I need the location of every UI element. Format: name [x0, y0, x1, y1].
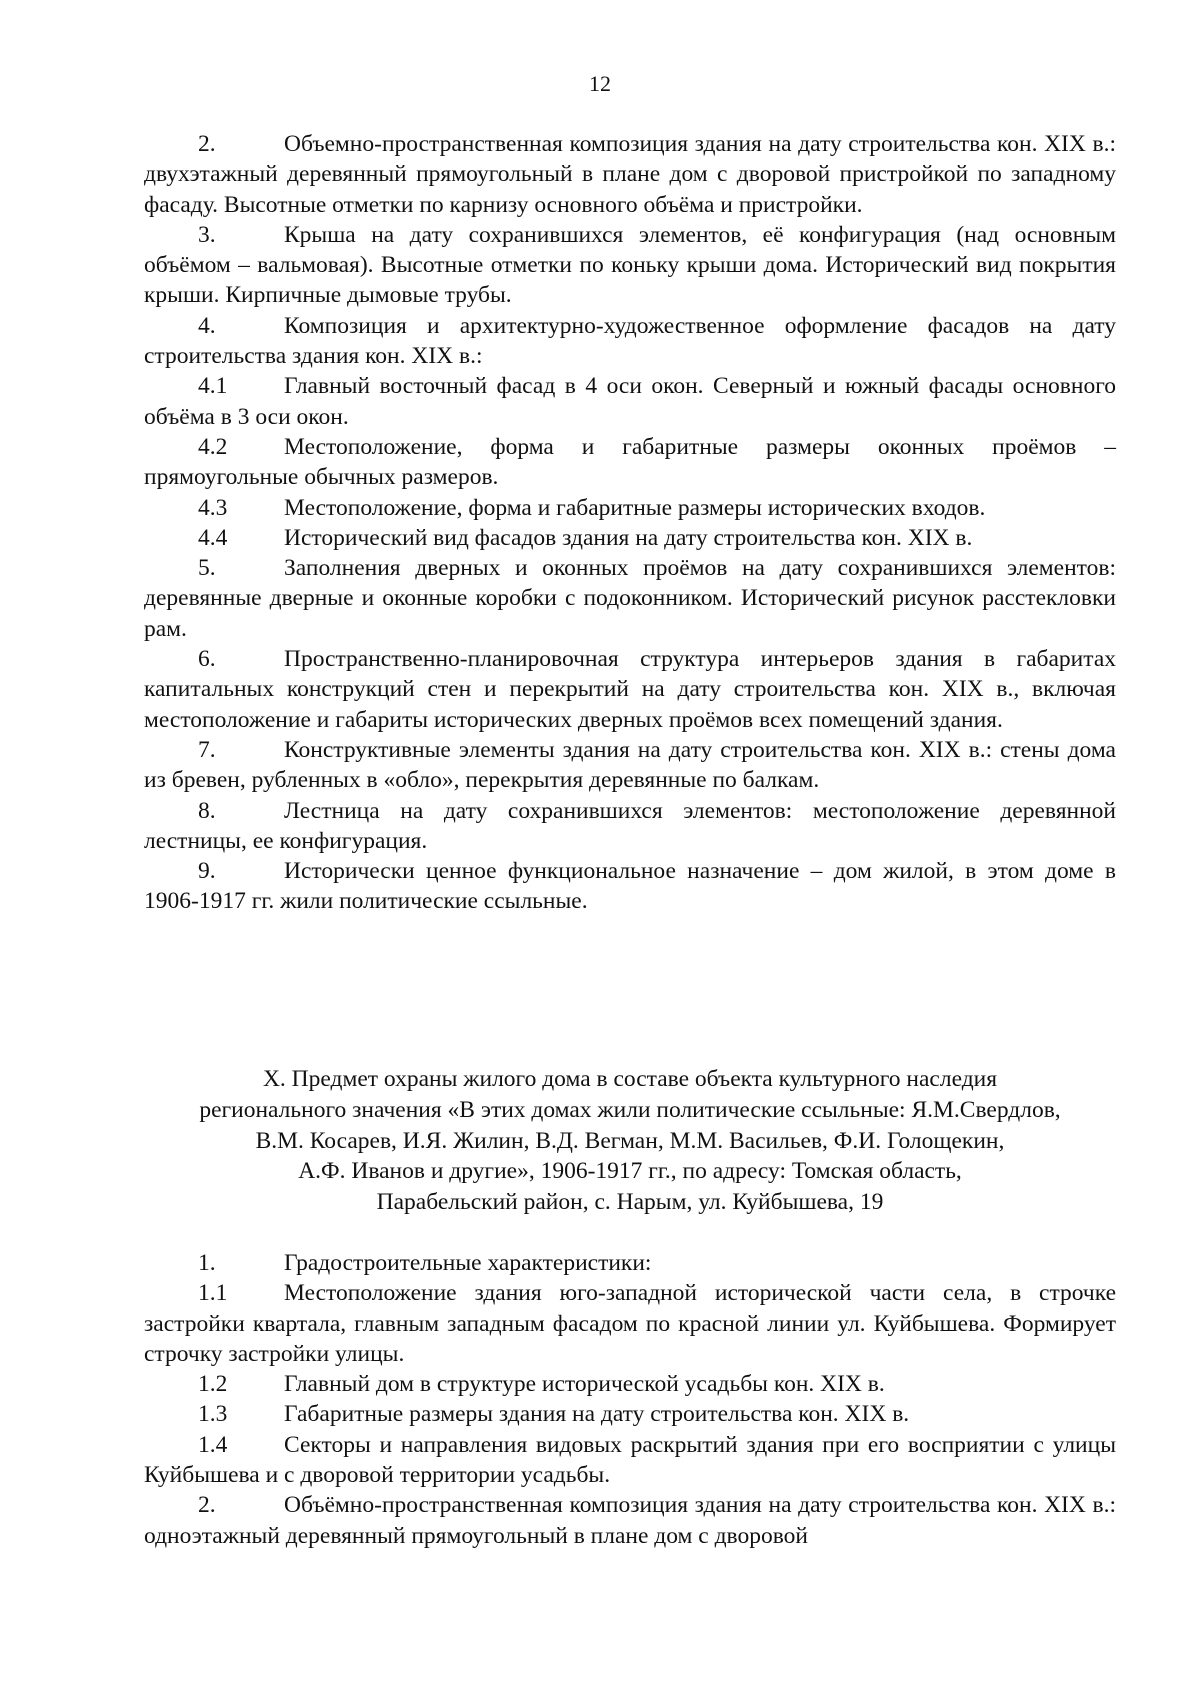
section-a	[144, 129, 1116, 917]
list-item	[144, 523, 1116, 553]
page-number: 12	[589, 71, 611, 96]
heading-line: Парабельский район, с. Нарым, ул. Куйбышева, 19	[376, 1189, 884, 1216]
item-number: 8.	[198, 797, 216, 824]
item-text: Объемно-пространственная композиция здания на дату строительства кон. XIX в.: двухэтажный деревянный прямоугольный в плане дом с дворовой пристройкой по западному фасаду. Высотные отметки по карнизу основного объёма и пристройки.	[144, 131, 1116, 218]
section-heading	[144, 1064, 1116, 1218]
list-item	[144, 371, 1116, 432]
list-item	[144, 1490, 1116, 1551]
item-text: Композиция и архитектурно-художественное оформление фасадов на дату строительства здания кон. XIX в.:	[144, 312, 1116, 370]
item-number: 4.4	[198, 524, 228, 551]
item-number: 6.	[198, 646, 216, 673]
item-number: 3.	[198, 221, 216, 248]
item-text: Местоположение здания юго-западной исторической части села, в строчке застройки квартала, главным западным фасадом по красной линии ул. Куйбышева. Формирует строчку застройки улицы.	[144, 1280, 1116, 1367]
item-text: Объёмно-пространственная композиция здания на дату строительства кон. XIX в.: одноэтажный деревянный прямоугольный в плане дом с дворовой	[144, 1492, 1116, 1549]
item-text: Местоположение, форма и габаритные размеры исторических входов.	[284, 494, 986, 521]
list-item	[144, 796, 1116, 857]
heading-line: регионального значения «В этих домах жили политические ссыльные: Я.М.Свердлов,	[199, 1096, 1061, 1123]
list-item	[144, 644, 1116, 735]
item-number: 4.3	[198, 494, 228, 521]
item-text: Секторы и направления видовых раскрытий здания при его восприятии с улицы Куйбышева и с дворовой территории усадьбы.	[144, 1431, 1116, 1489]
list-item	[144, 1278, 1116, 1369]
item-number: 4.2	[198, 433, 228, 460]
item-text: Местоположение, форма и габаритные размеры оконных проёмов – прямоугольные обычных размеров.	[144, 433, 1116, 491]
item-number: 4.	[198, 312, 216, 339]
list-item	[144, 129, 1116, 220]
list-item	[144, 1248, 1116, 1278]
item-text: Крыша на дату сохранившихся элементов, её конфигурация (над основным объёмом – вальмовая). Высотные отметки по коньку крыши дома. Исторический вид покрытия крыши. Кирпичные дымовые трубы.	[144, 221, 1116, 309]
list-item	[144, 311, 1116, 372]
item-number: 5.	[198, 555, 216, 582]
item-number: 1.3	[198, 1401, 228, 1428]
item-text: Главный восточный фасад в 4 оси окон. Северный и южный фасады основного объёма в 3 оси окон.	[144, 373, 1116, 430]
item-number: 1.4	[198, 1431, 228, 1458]
item-number: 7.	[198, 736, 216, 763]
item-text: Исторически ценное функциональное назначение – дом жилой, в этом доме в 1906-1917 гг. жили политические ссыльные.	[144, 858, 1116, 915]
list-item	[144, 493, 1116, 523]
list-item	[144, 1430, 1116, 1491]
list-item	[144, 1369, 1116, 1399]
item-text: Лестница на дату сохранившихся элементов: местоположение деревянной лестницы, ее конфигурация.	[144, 797, 1116, 854]
list-item	[144, 1399, 1116, 1429]
heading-line: В.М. Косарев, И.Я. Жилин, В.Д. Вегман, М.М. Васильев, Ф.И. Голощекин,	[255, 1127, 1005, 1154]
section-b	[144, 1248, 1116, 1551]
list-item	[144, 553, 1116, 644]
list-item	[144, 432, 1116, 493]
list-item	[144, 856, 1116, 917]
item-text: Габаритные размеры здания на дату строительства кон. XIX в.	[284, 1401, 910, 1428]
item-text: Исторический вид фасадов здания на дату строительства кон. XIX в.	[284, 524, 973, 551]
item-number: 2.	[198, 1492, 216, 1519]
item-text: Главный дом в структуре исторической усадьбы кон. XIX в.	[284, 1371, 885, 1398]
list-item	[144, 220, 1116, 311]
list-item	[144, 735, 1116, 796]
heading-line: А.Ф. Иванов и другие», 1906-1917 гг., по адресу: Томская область,	[298, 1158, 962, 1185]
item-text: Конструктивные элементы здания на дату строительства кон. XIX в.: стены дома из бревен, рубленных в «обло», перекрытия деревянные по балкам.	[144, 736, 1116, 794]
item-number: 1.1	[198, 1280, 228, 1307]
item-number: 1.	[198, 1250, 216, 1276]
item-text: Пространственно-планировочная структура интерьеров здания в габаритах капитальных конструкций стен и перекрытий на дату строительства кон. XIX в., включая местоположение и габариты исторических дверных проёмов всех помещений здания.	[144, 646, 1116, 733]
item-number: 2.	[198, 131, 216, 157]
heading-line: X. Предмет охраны жилого дома в составе объекта культурного наследия	[262, 1066, 998, 1092]
item-number: 9.	[198, 858, 216, 885]
item-text: Заполнения дверных и оконных проёмов на дату сохранившихся элементов: деревянные дверные и оконные коробки с подоконником. Исторический рисунок расстекловки рам.	[144, 555, 1116, 642]
item-number: 4.1	[198, 373, 228, 400]
item-text: Градостроительные характеристики:	[284, 1250, 652, 1276]
item-number: 1.2	[198, 1371, 228, 1398]
